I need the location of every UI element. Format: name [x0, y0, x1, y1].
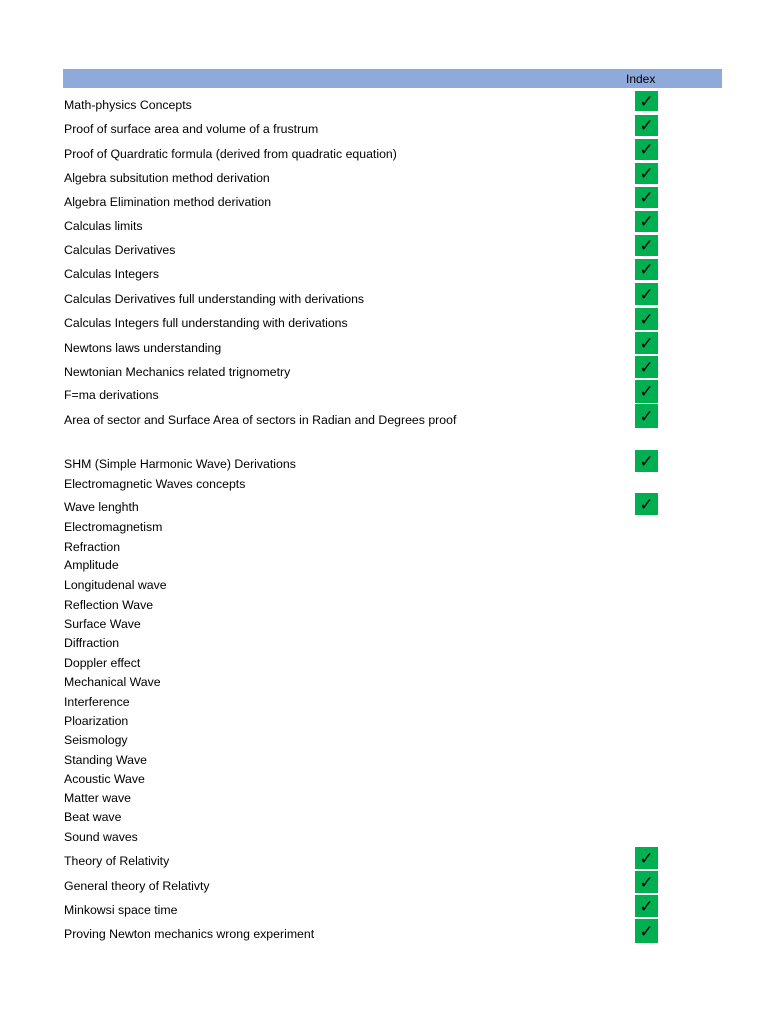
status-check-cell	[635, 871, 658, 893]
check-icon: ✓	[639, 91, 654, 111]
topic-label: F=ma derivations	[64, 388, 159, 402]
topic-label: Newtons laws understanding	[64, 341, 222, 355]
status-check-cell	[635, 211, 658, 232]
topic-label: Calculas limits	[64, 219, 143, 233]
status-check-cell	[635, 187, 658, 208]
topic-label: Reflection Wave	[64, 598, 154, 612]
topic-label: Surface Wave	[64, 617, 141, 631]
status-check-cell	[635, 308, 658, 330]
topic-label: Electromagnetic Waves concepts	[64, 477, 246, 491]
check-icon: ✓	[639, 188, 654, 207]
check-icon: ✓	[639, 872, 654, 892]
topic-label: SHM (Simple Harmonic Wave) Derivations	[64, 457, 296, 471]
status-check-cell	[635, 847, 658, 869]
topic-label: Minkowsi space time	[64, 903, 178, 917]
topic-label: Area of sector and Surface Area of sectors in Radian and Degrees proof	[64, 413, 457, 427]
topic-label: General theory of Relativty	[64, 879, 210, 893]
topic-label: Sound waves	[64, 830, 138, 844]
check-icon: ✓	[639, 309, 654, 329]
topic-label: Ploarization	[64, 714, 129, 728]
topic-label: Matter wave	[64, 791, 131, 805]
topic-label: Diffraction	[64, 636, 120, 650]
topic-label: Calculas Derivatives	[64, 243, 176, 257]
status-check-cell	[635, 919, 658, 943]
check-icon: ✓	[639, 140, 654, 159]
check-icon: ✓	[639, 357, 654, 377]
topic-label: Calculas Integers	[64, 267, 160, 281]
check-icon: ✓	[639, 896, 654, 916]
topic-label: Math-physics Concepts	[64, 98, 192, 112]
topic-label: Acoustic Wave	[64, 772, 145, 786]
topic-label: Seismology	[64, 733, 128, 747]
topic-label: Longitudenal wave	[64, 578, 167, 592]
topic-label: Newtonian Mechanics related trignometry	[64, 365, 291, 379]
topic-label: Amplitude	[64, 558, 119, 572]
check-icon: ✓	[639, 284, 654, 304]
topic-label: Calculas Integers full understanding with derivations	[64, 316, 348, 330]
topic-label: Algebra Elimination method derivation	[64, 195, 272, 209]
check-icon: ✓	[639, 236, 654, 255]
topic-label: Mechanical Wave	[64, 675, 161, 689]
topic-label: Proving Newton mechanics wrong experiment	[64, 927, 315, 941]
status-check-cell	[635, 404, 658, 428]
status-check-cell	[635, 380, 658, 403]
status-check-cell	[635, 895, 658, 917]
check-icon: ✓	[639, 164, 654, 183]
index-column-header: Index	[626, 72, 656, 86]
check-icon: ✓	[639, 921, 654, 941]
topic-label: Wave lenghth	[64, 500, 139, 514]
status-check-cell	[635, 283, 658, 305]
status-check-cell	[635, 450, 658, 472]
status-check-cell	[635, 332, 658, 354]
topic-label: Calculas Derivatives full understanding with derivations	[64, 292, 365, 306]
check-icon: ✓	[639, 451, 654, 471]
header-bar	[63, 69, 722, 88]
topic-label: Standing Wave	[64, 753, 147, 767]
status-check-cell	[635, 163, 658, 184]
check-icon: ✓	[639, 260, 654, 279]
check-icon: ✓	[639, 382, 654, 401]
check-icon: ✓	[639, 494, 654, 514]
status-check-cell	[635, 139, 658, 160]
topic-label: Proof of Quardratic formula (derived from quadratic equation)	[64, 147, 397, 161]
check-icon: ✓	[639, 848, 654, 868]
check-icon: ✓	[639, 116, 654, 135]
check-icon: ✓	[639, 333, 654, 353]
status-check-cell	[635, 493, 658, 515]
check-icon: ✓	[639, 406, 654, 426]
status-check-cell	[635, 115, 658, 136]
status-check-cell	[635, 235, 658, 256]
topic-label: Interference	[64, 695, 130, 709]
topic-label: Doppler effect	[64, 656, 141, 670]
check-icon: ✓	[639, 212, 654, 231]
topic-label: Theory of Relativity	[64, 854, 170, 868]
status-check-cell	[635, 259, 658, 280]
topic-label: Proof of surface area and volume of a frustrum	[64, 122, 319, 136]
topic-label: Algebra subsitution method derivation	[64, 171, 270, 185]
status-check-cell	[635, 91, 658, 111]
status-check-cell	[635, 356, 658, 378]
topic-label: Refraction	[64, 540, 121, 554]
topic-label: Beat wave	[64, 810, 122, 824]
topic-label: Electromagnetism	[64, 520, 163, 534]
